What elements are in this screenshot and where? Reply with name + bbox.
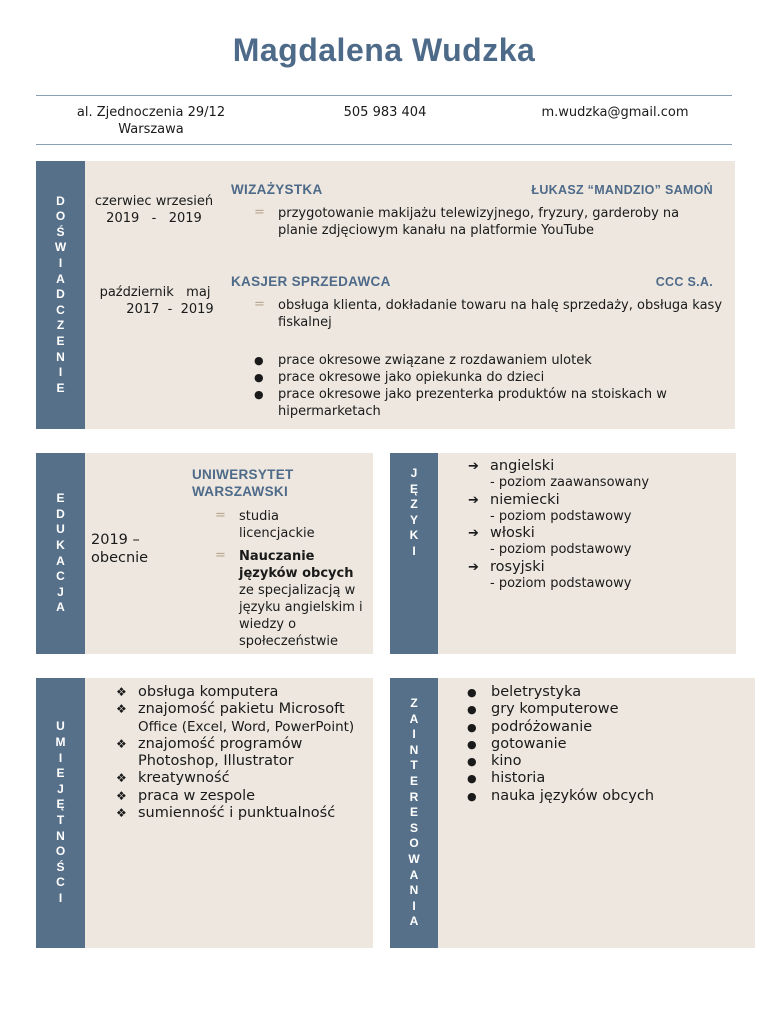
skill-text-line: Photoshop, Illustrator [138, 753, 294, 770]
skill-text [138, 805, 335, 822]
language-name: niemiecki [490, 491, 560, 508]
interest-item [467, 770, 737, 787]
languages-list [468, 458, 728, 592]
education-label-letter: J [57, 584, 64, 599]
languages-label-letter: I [412, 543, 416, 558]
skills-label-letter: Ś [56, 859, 65, 874]
job-2-company: CCC S.A. [655, 275, 713, 289]
other-experience-item [254, 386, 714, 420]
language-name: włoski [490, 525, 535, 541]
job-2-dates [86, 284, 224, 318]
interest-item [467, 753, 737, 770]
languages-label-letter: K [409, 528, 419, 543]
education-years-start: 2019 – [91, 532, 140, 548]
languages-label-letter: Z [410, 497, 418, 512]
interests-label-letter: W [408, 851, 420, 866]
interests-label-letter: A [409, 914, 419, 929]
skill-text-line: znajomość programów [138, 735, 303, 752]
interests-label-letter: R [409, 789, 419, 804]
interest-item [467, 788, 737, 805]
interests-label-letter: T [410, 758, 418, 773]
education-label-letter: A [56, 600, 65, 615]
skill-text-line: sumienność i punktualność [138, 805, 336, 822]
skill-text-line: kreatywność [138, 770, 230, 787]
skills-label-letter: N [56, 828, 65, 843]
interests-label-letter: I [412, 727, 416, 742]
skill-item [116, 770, 371, 787]
language-item [468, 525, 728, 542]
languages-section-label [390, 453, 438, 654]
interest-text: beletrystyka [491, 684, 582, 700]
language-item [468, 458, 728, 475]
diamond-icon: ❖ [116, 702, 127, 717]
skill-item [116, 788, 371, 805]
skills-label-letter: O [55, 844, 66, 859]
other-experience-text: prace okresowe jako opiekunka do dzieci [278, 370, 545, 385]
experience-label-letter: Ś [56, 224, 65, 239]
job-2-dates-years: 2017 - 2019 [126, 302, 214, 317]
bullet-icon: ● [467, 789, 477, 803]
school-name: UNIWERSYTET WARSZAWSKI [192, 467, 294, 499]
skill-text-line: obsługa komputera [138, 684, 279, 700]
experience-label-letter: N [56, 349, 65, 364]
experience-label-letter: I [58, 256, 63, 271]
education-label-letter: E [56, 491, 65, 506]
interests-label-letter: A [409, 867, 419, 882]
job-1-dates [86, 193, 222, 227]
candidate-name: Magdalena Wudzka [232, 32, 536, 68]
education-years [91, 532, 148, 567]
experience-section-label [36, 161, 85, 429]
skills-label-letter: I [58, 750, 63, 765]
language-name: angielski [490, 458, 555, 474]
interest-text: gry komputerowe [491, 701, 619, 718]
language-level: - poziom podstawowy [490, 542, 632, 557]
arrow-icon: ➔ [468, 526, 479, 541]
skills-label-letter: C [56, 875, 65, 890]
address [60, 104, 242, 138]
job-2-title: KASJER SPRZEDAWCA [231, 274, 391, 289]
interests-label-letter: N [409, 883, 419, 898]
experience-label-letter: O [55, 209, 66, 224]
skills-section-label [36, 678, 85, 948]
interests-label-letter: S [409, 820, 418, 835]
job-2-bullet: = [254, 297, 265, 312]
experience-label-letter: W [54, 240, 67, 255]
skills-list [116, 684, 371, 822]
interests-label-letter: E [409, 774, 418, 789]
education-years-end: obecnie [91, 549, 149, 566]
interests-label-letter: O [409, 836, 419, 851]
experience-label-letter: A [56, 271, 65, 286]
other-experience-item [254, 352, 714, 369]
skill-text [138, 684, 278, 701]
skill-text [138, 736, 302, 771]
language-level: - poziom zaawansowany [490, 475, 650, 490]
address-line-2: Warszawa [118, 122, 184, 137]
interest-item [467, 684, 737, 701]
other-experience-text: prace okresowe jako prezenterka produktów na stoiskach w hipermarketach [278, 387, 667, 419]
interest-item [467, 701, 737, 718]
header-rule-top [36, 95, 732, 96]
bullet-icon: ● [254, 388, 264, 401]
interest-text: gotowanie [491, 735, 567, 752]
header-rule-bottom [36, 144, 732, 145]
job-1-title: WIZAŻYSTKA [231, 182, 323, 197]
interests-label-letter: A [409, 711, 419, 726]
language-item [468, 492, 728, 509]
other-experience-item [254, 369, 714, 386]
education-bullet-2: = [215, 548, 226, 563]
language-item [468, 559, 728, 576]
skill-item [116, 805, 371, 822]
bullet-icon: ● [467, 720, 477, 734]
job-1-description: przygotowanie makijażu telewizyjnego, fryzury, garderoby na planie zdjęciowym kanału na platformie YouTube [278, 206, 680, 238]
education-specialization-detail: ze specjalizacją w języku angielskim i wiedzy o społeczeństwie [239, 583, 363, 649]
arrow-icon: ➔ [468, 492, 479, 508]
arrow-icon: ➔ [468, 559, 479, 575]
education-label-letter: C [56, 569, 65, 584]
diamond-icon: ❖ [116, 788, 127, 803]
job-1-company: ŁUKASZ “MANDZIO” SAMOŃ [531, 183, 713, 197]
interests-label-letter: I [412, 898, 416, 913]
language-level: - poziom podstawowy [490, 575, 632, 591]
bullet-icon: ● [467, 703, 477, 717]
education-specialization-title: Nauczanie języków obcych [239, 549, 354, 581]
bullet-icon: ● [467, 755, 477, 769]
skill-text [138, 770, 230, 787]
diamond-icon: ❖ [116, 806, 127, 821]
bullet-icon: ● [254, 371, 264, 384]
bullet-icon: ● [254, 354, 264, 367]
education-label-letter: U [56, 522, 65, 537]
skills-label-letter: Ę [56, 797, 65, 812]
interests-label-letter: N [409, 742, 419, 757]
address-line-1: al. Zjednoczenia 29/12 [76, 105, 226, 120]
interest-text: nauka języków obcych [491, 787, 655, 804]
skills-label-letter: U [56, 719, 65, 734]
diamond-icon: ❖ [116, 685, 127, 699]
education-degree: studia licencjackie [239, 509, 315, 541]
job-2-dates-months: październik maj [99, 285, 211, 300]
experience-label-letter: C [56, 302, 65, 317]
experience-label-letter: I [58, 365, 63, 380]
experience-label-letter: D [56, 193, 65, 208]
job-1-dates-months: czerwiec wrzesień [94, 194, 214, 209]
phone: 505 983 404 [343, 105, 427, 120]
skill-text-line: praca w zespole [138, 787, 256, 804]
other-experience-text: prace okresowe związane z rozdawaniem ulotek [278, 353, 592, 368]
education-specialization [239, 548, 367, 650]
languages-label-letter: Ę [409, 481, 418, 496]
languages-label-letter: Y [409, 512, 418, 527]
interests-section-label [390, 678, 438, 948]
experience-label-letter: E [56, 380, 65, 395]
education-label-letter: A [56, 553, 65, 568]
skill-item [116, 701, 371, 736]
interest-item [467, 719, 737, 736]
diamond-icon: ❖ [116, 771, 127, 786]
skills-label-letter: E [56, 766, 65, 781]
experience-label-letter: D [56, 287, 65, 302]
education-label-letter: K [56, 537, 65, 552]
interests-label-letter: E [409, 805, 418, 820]
experience-label-letter: E [56, 333, 65, 348]
education-bullet-1: = [215, 508, 226, 523]
skill-text [138, 701, 354, 736]
interest-text: historia [491, 770, 546, 787]
job-1-bullet: = [254, 205, 265, 220]
skills-label-letter: M [55, 735, 66, 750]
education-label-letter: D [56, 506, 65, 521]
skill-item [116, 684, 371, 701]
arrow-icon: ➔ [468, 459, 479, 474]
education-section-label [36, 453, 85, 654]
languages-label-letter: J [410, 466, 418, 480]
job-1-dates-years: 2019 - 2019 [106, 211, 202, 226]
bullet-icon: ● [467, 737, 477, 751]
bullet-icon: ● [467, 686, 477, 699]
language-level: - poziom podstawowy [490, 508, 632, 524]
other-experience-list [254, 352, 714, 420]
skills-label-letter: J [57, 781, 64, 796]
skill-text-line: znajomość pakietu Microsoft [138, 701, 345, 718]
bullet-icon: ● [467, 772, 477, 786]
skills-label-letter: T [56, 813, 65, 827]
skill-text [138, 788, 255, 805]
skills-label-letter: I [58, 890, 63, 905]
interest-text: podróżowanie [491, 718, 593, 735]
email[interactable]: m.wudzka@gmail.com [541, 105, 689, 120]
skill-item [116, 736, 371, 771]
experience-label-letter: Z [56, 318, 65, 333]
interest-text: kino [491, 753, 522, 770]
skill-text-line: Office (Excel, Word, PowerPoint) [138, 718, 355, 735]
interests-label-letter: Z [410, 696, 418, 711]
interests-list [467, 684, 737, 805]
language-name: rosyjski [490, 558, 545, 575]
job-2-description: obsługa klienta, dokładanie towaru na halę sprzedaży, obsługa kasy fiskalnej [278, 298, 723, 330]
interest-item [467, 736, 737, 753]
diamond-icon: ❖ [116, 736, 127, 751]
